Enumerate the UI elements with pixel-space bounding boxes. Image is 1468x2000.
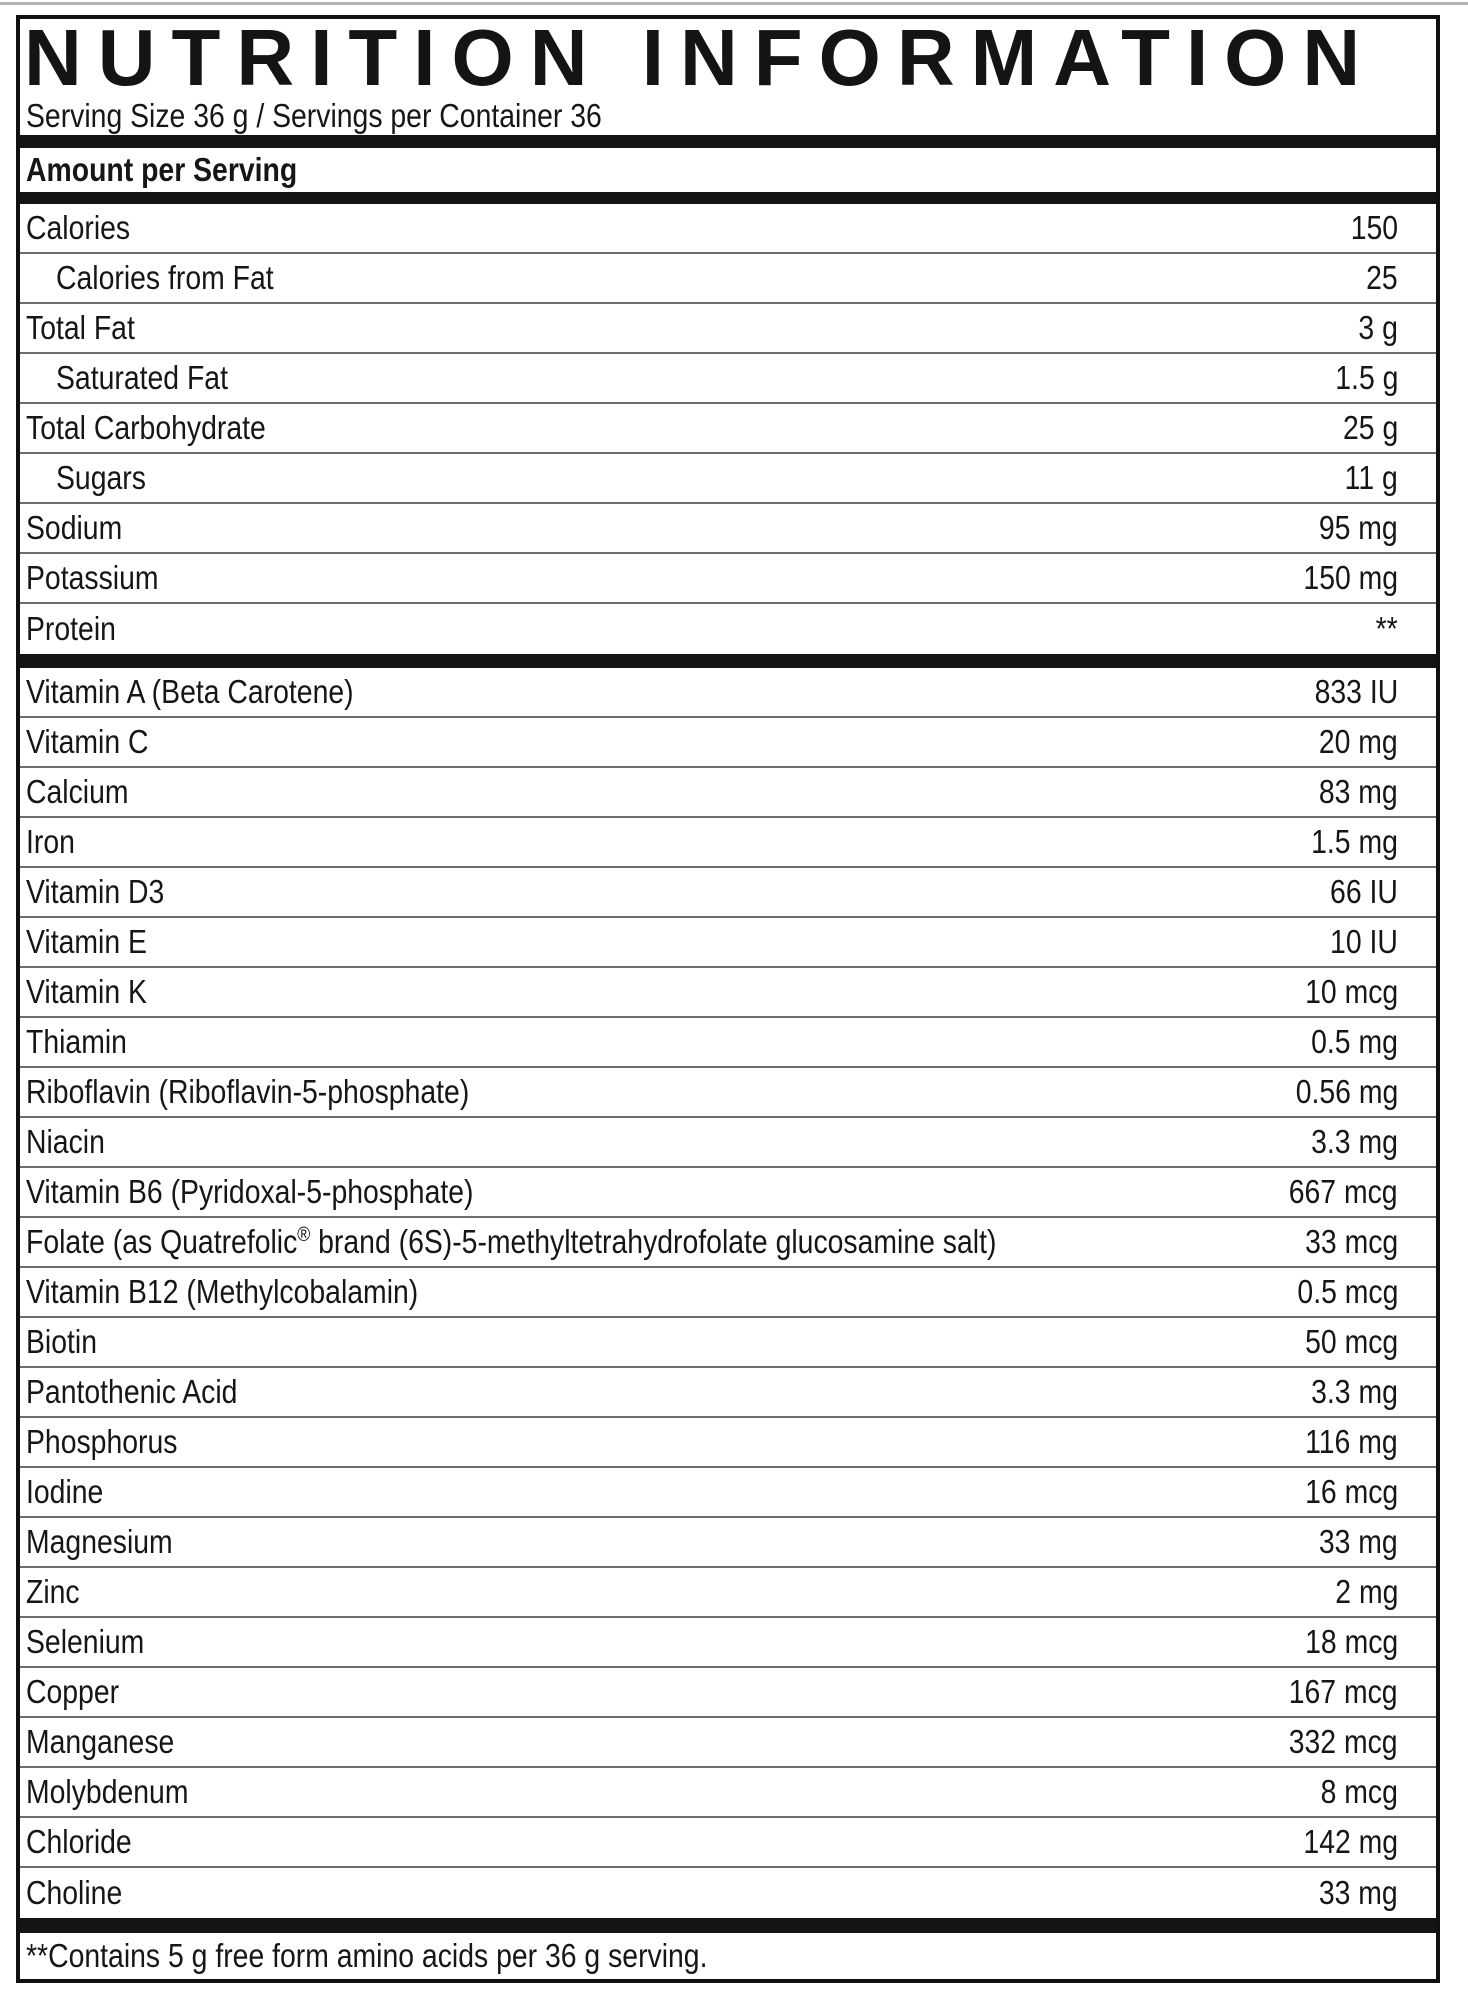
table-row	[20, 1118, 1436, 1168]
table-row	[20, 818, 1436, 868]
table-row	[20, 1018, 1436, 1068]
nutrient-value: **	[1375, 610, 1398, 647]
section-header-amount-per-serving: Amount per Serving	[26, 151, 298, 188]
nutrient-value: 16 mcg	[1304, 1473, 1398, 1510]
table-row	[20, 1368, 1436, 1418]
table-row	[20, 918, 1436, 968]
nutrient-label: Molybdenum	[26, 1773, 189, 1810]
table-row	[20, 1768, 1436, 1818]
table-row	[20, 604, 1436, 654]
nutrient-value: 667 mcg	[1289, 1173, 1398, 1210]
nutrient-value: 0.56 mg	[1295, 1073, 1398, 1110]
nutrient-label: Manganese	[26, 1723, 175, 1760]
nutrient-label: Magnesium	[26, 1523, 173, 1560]
page-title: NUTRITION INFORMATION	[24, 19, 1377, 97]
nutrient-value: 150 mg	[1303, 559, 1398, 596]
table-row	[20, 504, 1436, 554]
nutrient-value: 20 mg	[1319, 723, 1398, 760]
table-row	[20, 1518, 1436, 1568]
nutrient-label: Sodium	[26, 509, 123, 546]
table-row	[20, 1318, 1436, 1368]
serving-info-row	[20, 97, 1436, 135]
nutrient-label: Calcium	[26, 773, 129, 810]
nutrient-value: 1.5 g	[1334, 359, 1398, 396]
nutrient-value: 33 mg	[1319, 1874, 1398, 1911]
table-row	[20, 1718, 1436, 1768]
nutrient-label: Biotin	[26, 1323, 98, 1360]
nutrient-value: 8 mcg	[1320, 1773, 1398, 1810]
nutrient-value: 833 IU	[1314, 673, 1398, 710]
table-row	[20, 668, 1436, 718]
nutrient-value: 50 mcg	[1304, 1323, 1398, 1360]
nutrient-value: 142 mg	[1303, 1823, 1398, 1860]
nutrient-value: 33 mcg	[1304, 1223, 1398, 1260]
table-row	[20, 554, 1436, 604]
nutrient-label: Riboflavin (Riboflavin-5-phosphate)	[26, 1073, 470, 1110]
nutrient-label: Sugars	[56, 459, 146, 496]
table-row	[20, 718, 1436, 768]
amount-per-serving-row	[20, 148, 1436, 192]
thick-divider	[20, 1918, 1436, 1933]
top-divider-strip	[0, 2, 1468, 5]
table-row	[20, 1868, 1436, 1918]
table-row	[20, 304, 1436, 354]
nutrient-label: Chloride	[26, 1823, 132, 1860]
serving-info: Serving Size 36 g / Servings per Container 36	[26, 97, 602, 134]
nutrient-value: 25 g	[1342, 409, 1398, 446]
nutrient-value: 95 mg	[1319, 509, 1398, 546]
table-row	[20, 1618, 1436, 1668]
table-row	[20, 1818, 1436, 1868]
nutrient-value: 66 IU	[1330, 873, 1398, 910]
nutrient-table-macronutrients	[20, 204, 1436, 654]
nutrient-label: Vitamin A (Beta Carotene)	[26, 673, 354, 710]
table-row	[20, 868, 1436, 918]
nutrient-label: Vitamin E	[26, 923, 147, 960]
nutrient-value: 3.3 mg	[1311, 1373, 1398, 1410]
nutrient-label: Pantothenic Acid	[26, 1373, 238, 1410]
nutrient-label: Total Fat	[26, 309, 135, 346]
nutrient-label: Saturated Fat	[56, 359, 228, 396]
table-row	[20, 204, 1436, 254]
nutrient-label: Vitamin B12 (Methylcobalamin)	[26, 1273, 419, 1310]
footnote: **Contains 5 g free form amino acids per 36 g serving.	[26, 1937, 708, 1974]
table-row	[20, 1218, 1436, 1268]
table-row	[20, 1068, 1436, 1118]
nutrient-value: 332 mcg	[1289, 1723, 1398, 1760]
nutrient-value: 0.5 mcg	[1297, 1273, 1398, 1310]
nutrient-label: Calories	[26, 209, 131, 246]
table-row	[20, 1568, 1436, 1618]
label-header	[20, 19, 1436, 97]
nutrient-label: Iron	[26, 823, 75, 860]
nutrient-value: 10 IU	[1330, 923, 1398, 960]
nutrient-value: 83 mg	[1319, 773, 1398, 810]
nutrient-value: 18 mcg	[1304, 1623, 1398, 1660]
thick-divider	[20, 192, 1436, 204]
nutrient-table-vitamins-minerals	[20, 668, 1436, 1918]
nutrient-label: Folate (as Quatrefolic® brand (6S)-5-methyltetrahydrofolate glucosamine salt)	[26, 1223, 997, 1260]
table-row	[20, 404, 1436, 454]
table-row	[20, 768, 1436, 818]
nutrient-label: Vitamin C	[26, 723, 149, 760]
nutrient-label: Total Carbohydrate	[26, 409, 266, 446]
nutrient-label: Choline	[26, 1874, 123, 1911]
nutrient-label: Niacin	[26, 1123, 105, 1160]
nutrient-value: 1.5 mg	[1311, 823, 1398, 860]
nutrient-value: 3 g	[1358, 309, 1398, 346]
nutrient-label: Iodine	[26, 1473, 104, 1510]
table-row	[20, 454, 1436, 504]
nutrient-value: 167 mcg	[1289, 1673, 1398, 1710]
nutrient-value: 33 mg	[1319, 1523, 1398, 1560]
nutrient-label: Potassium	[26, 559, 159, 596]
nutrient-label: Vitamin K	[26, 973, 147, 1010]
nutrient-label: Vitamin D3	[26, 873, 165, 910]
table-row	[20, 254, 1436, 304]
table-row	[20, 1268, 1436, 1318]
nutrient-label: Copper	[26, 1673, 120, 1710]
table-row	[20, 1668, 1436, 1718]
nutrition-label	[16, 15, 1440, 1983]
thick-divider	[20, 654, 1436, 668]
table-row	[20, 1468, 1436, 1518]
nutrient-label: Thiamin	[26, 1023, 127, 1060]
nutrient-label: Protein	[26, 610, 116, 647]
nutrient-value: 25	[1366, 259, 1398, 296]
nutrient-label: Vitamin B6 (Pyridoxal-5-phosphate)	[26, 1173, 474, 1210]
table-row	[20, 1168, 1436, 1218]
nutrient-value: 2 mg	[1334, 1573, 1398, 1610]
nutrient-value: 116 mg	[1305, 1423, 1398, 1460]
footnote-row	[20, 1933, 1436, 1979]
nutrient-value: 0.5 mg	[1311, 1023, 1398, 1060]
nutrient-label: Phosphorus	[26, 1423, 178, 1460]
nutrient-value: 3.3 mg	[1311, 1123, 1398, 1160]
nutrient-value: 10 mcg	[1304, 973, 1398, 1010]
nutrient-value: 150	[1350, 209, 1398, 246]
nutrient-value: 11 g	[1344, 459, 1398, 496]
table-row	[20, 1418, 1436, 1468]
nutrient-label: Zinc	[26, 1573, 80, 1610]
thick-divider	[20, 135, 1436, 148]
table-row	[20, 354, 1436, 404]
table-row	[20, 968, 1436, 1018]
nutrient-label: Selenium	[26, 1623, 145, 1660]
nutrient-label: Calories from Fat	[56, 259, 274, 296]
